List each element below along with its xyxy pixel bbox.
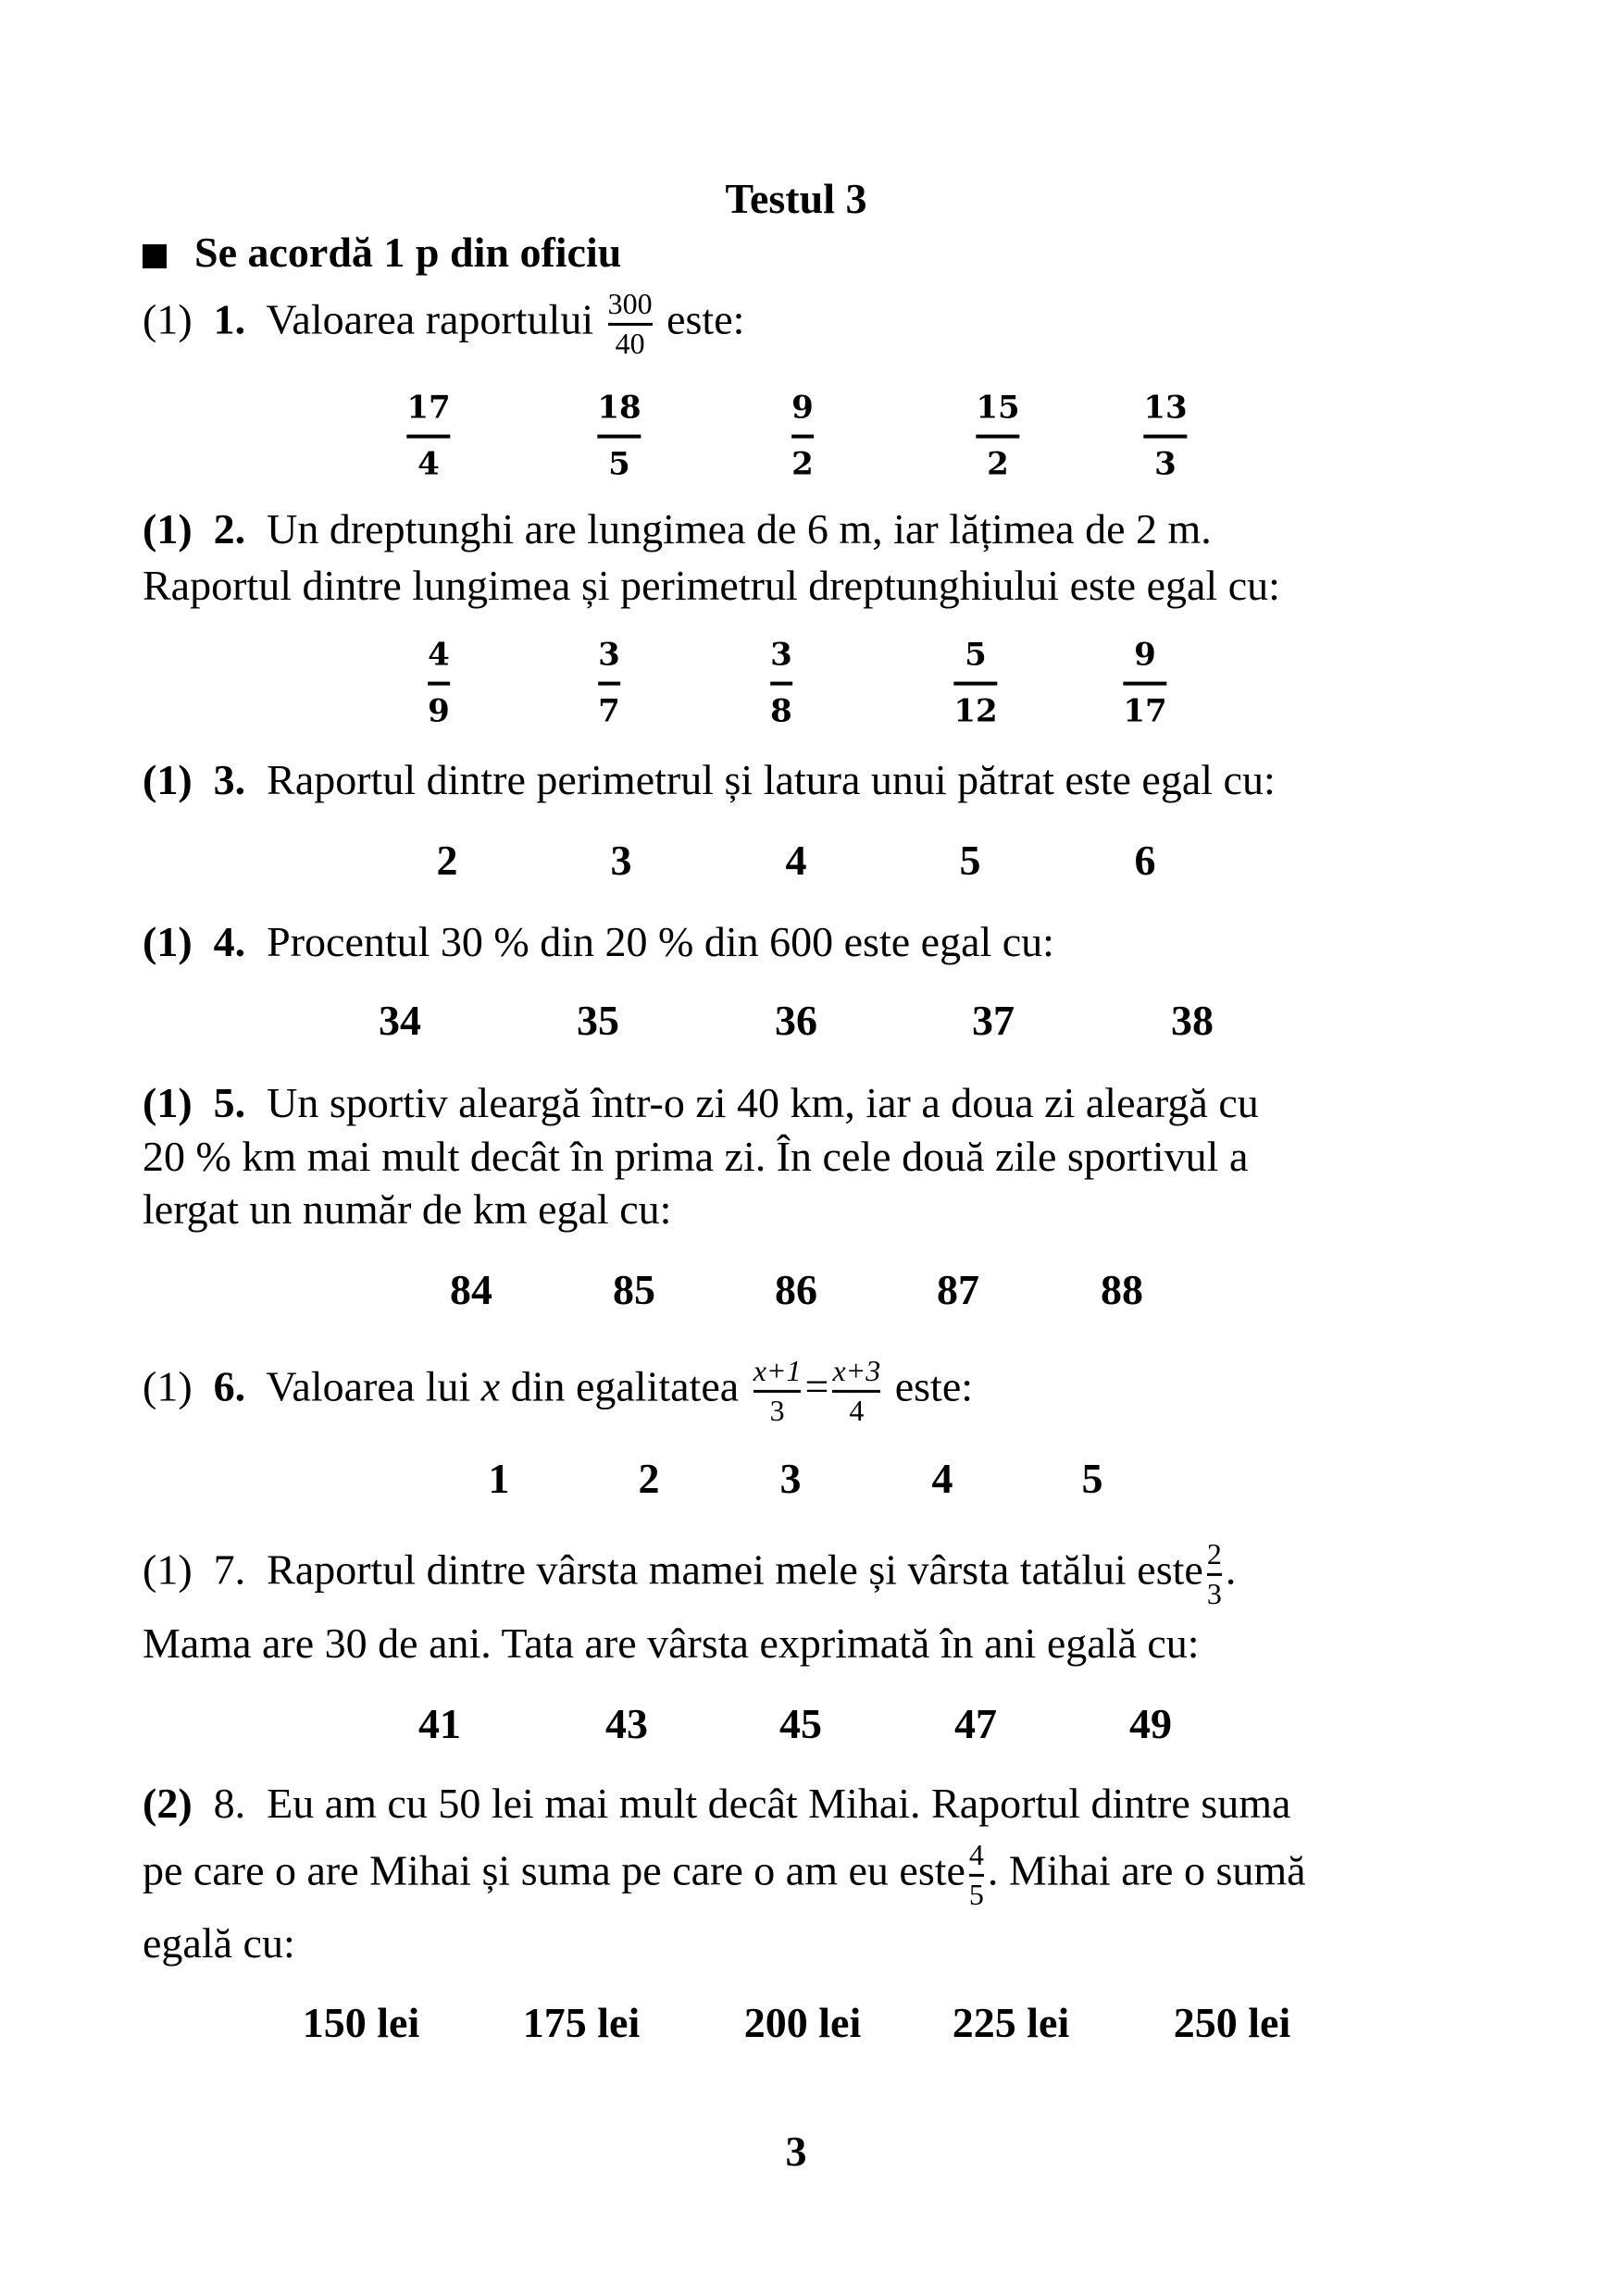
- answer-option[interactable]: 225 lei: [952, 1999, 1070, 2046]
- answer-option[interactable]: 17 4: [406, 389, 451, 483]
- denominator: 3: [769, 1393, 785, 1427]
- question-5: [143, 1079, 1259, 1126]
- question-text: Eu am cu 50 lei mai mult decât Mihai. Raportul dintre suma: [267, 1780, 1291, 1827]
- equals-sign: =: [804, 1362, 829, 1410]
- fraction: [607, 286, 653, 360]
- variable: x: [480, 1362, 501, 1410]
- question-6: [143, 1353, 974, 1427]
- answer-option[interactable]: 38: [1171, 997, 1214, 1044]
- question-2-line-2: Raportul dintre lungimea și perimetrul dreptunghiului este egal cu:: [143, 562, 1280, 609]
- fraction: [753, 1353, 802, 1427]
- numerator: 300: [607, 286, 653, 320]
- question-7-line-2: Mama are 30 de ani. Tata are vârsta exprimată în ani egală cu:: [143, 1620, 1200, 1667]
- answer-option[interactable]: 4: [931, 1455, 953, 1502]
- question-1: [143, 286, 745, 360]
- question-5-line-2: 20 % km mai mult decât în prima zi. În cele două zile sportivul a: [143, 1133, 1249, 1180]
- points: (1): [143, 295, 193, 343]
- question-text: din egalitatea: [510, 1362, 740, 1410]
- period: .: [1225, 1545, 1237, 1594]
- question-text: Un sportiv aleargă într-o zi 40 km, iar a doua zi aleargă cu: [267, 1079, 1259, 1126]
- numerator: 4: [968, 1837, 984, 1871]
- numerator: x+3: [832, 1353, 881, 1387]
- answer-option[interactable]: 4 9: [428, 636, 450, 730]
- question-8-line-2: [143, 1837, 1306, 1911]
- answer-option[interactable]: 6: [1134, 837, 1156, 884]
- fraction: [1206, 1536, 1222, 1610]
- question-text: pe care o are Mihai și suma pe care o am eu este: [143, 1846, 965, 1894]
- points: (2): [143, 1780, 193, 1827]
- points: (1): [143, 756, 193, 803]
- section-header: [143, 231, 621, 274]
- answer-option[interactable]: 37: [972, 997, 1015, 1044]
- answer-option[interactable]: 35: [577, 997, 619, 1044]
- question-text: Un dreptunghi are lungimea de 6 m, iar lățimea de 2 m.: [267, 505, 1212, 552]
- answer-option[interactable]: 3: [610, 837, 632, 884]
- question-text: Valoarea raportului: [266, 295, 594, 343]
- answer-option[interactable]: 5 12: [953, 636, 998, 730]
- fraction: [968, 1837, 984, 1911]
- denominator: 3: [1206, 1576, 1222, 1610]
- question-number: 8.: [213, 1780, 246, 1827]
- question-text: . Mihai are o sumă: [987, 1846, 1306, 1894]
- question-text: Valoarea lui: [266, 1362, 471, 1410]
- answer-option[interactable]: 5: [1081, 1455, 1103, 1502]
- square-bullet-icon: [143, 244, 167, 268]
- answer-option[interactable]: 13 3: [1143, 389, 1188, 483]
- numerator: x+1: [753, 1353, 802, 1387]
- question-7: [143, 1536, 1237, 1610]
- answer-option[interactable]: 9 2: [791, 389, 814, 483]
- answer-option[interactable]: 4: [785, 837, 807, 884]
- points: (1): [143, 1362, 193, 1410]
- answer-option[interactable]: 2: [436, 837, 458, 884]
- answer-option[interactable]: 84: [450, 1266, 492, 1313]
- answer-option[interactable]: 9 17: [1123, 636, 1167, 730]
- header-text: Se acordă 1 p din oficiu: [194, 229, 622, 276]
- points: (1): [143, 918, 193, 965]
- question-number: 1.: [213, 295, 246, 343]
- question-number: 5.: [213, 1079, 246, 1126]
- question-number: 3.: [213, 756, 246, 803]
- answer-option[interactable]: 2: [638, 1455, 660, 1502]
- question-2: [143, 505, 1212, 552]
- denominator: 5: [968, 1877, 984, 1911]
- answer-option[interactable]: 88: [1101, 1266, 1143, 1313]
- answer-option[interactable]: 1: [488, 1455, 510, 1502]
- answer-option[interactable]: 47: [954, 1700, 997, 1747]
- points: (1): [143, 505, 193, 552]
- answer-option[interactable]: 18 5: [597, 389, 641, 483]
- question-text: Raportul dintre perimetrul și latura unui pătrat este egal cu:: [267, 756, 1276, 803]
- question-text: Procentul 30 % din 20 % din 600 este egal cu:: [267, 918, 1054, 965]
- answer-option[interactable]: 175 lei: [522, 1999, 641, 2046]
- answer-option[interactable]: 3 7: [598, 636, 620, 730]
- question-number: 2.: [213, 505, 246, 552]
- answer-option[interactable]: 250 lei: [1173, 1999, 1291, 2046]
- question-5-line-3: lergat un număr de km egal cu:: [143, 1185, 672, 1233]
- answer-option[interactable]: 45: [779, 1700, 822, 1747]
- answer-option[interactable]: 85: [613, 1266, 655, 1313]
- answer-option[interactable]: 41: [418, 1700, 461, 1747]
- question-number: 6.: [213, 1362, 246, 1410]
- answer-option[interactable]: 150 lei: [302, 1999, 420, 2046]
- fraction: [832, 1353, 881, 1427]
- answer-option[interactable]: 43: [605, 1700, 648, 1747]
- answer-option[interactable]: 86: [775, 1266, 817, 1313]
- question-number: 7.: [213, 1545, 246, 1594]
- points: (1): [143, 1079, 193, 1126]
- denominator: 40: [615, 326, 645, 360]
- answer-option[interactable]: 36: [775, 997, 817, 1044]
- question-text-end: este:: [666, 295, 745, 343]
- page-title: Testul 3: [725, 175, 867, 222]
- answer-option[interactable]: 200 lei: [743, 1999, 862, 2046]
- question-text-end: este:: [894, 1362, 974, 1410]
- question-text: Raportul dintre vârsta mamei mele și vârsta tatălui este: [267, 1545, 1203, 1594]
- fraction-bar: [608, 323, 653, 326]
- denominator: 4: [849, 1393, 865, 1427]
- answer-option[interactable]: 87: [937, 1266, 979, 1313]
- question-8-line-3: egală cu:: [143, 1919, 295, 1967]
- answer-option[interactable]: 3: [779, 1455, 802, 1502]
- answer-option[interactable]: 34: [379, 997, 421, 1044]
- points: (1): [143, 1545, 193, 1594]
- question-3: [143, 756, 1276, 803]
- question-4: [143, 918, 1054, 965]
- question-8: [143, 1782, 1290, 1825]
- page-number: 3: [785, 2128, 807, 2175]
- answer-option[interactable]: 3 8: [770, 636, 792, 730]
- numerator: 2: [1206, 1536, 1222, 1570]
- question-number: 4.: [213, 918, 246, 965]
- answer-option[interactable]: 49: [1129, 1700, 1172, 1747]
- answer-option[interactable]: 15 2: [976, 389, 1020, 483]
- answer-option[interactable]: 5: [959, 837, 981, 884]
